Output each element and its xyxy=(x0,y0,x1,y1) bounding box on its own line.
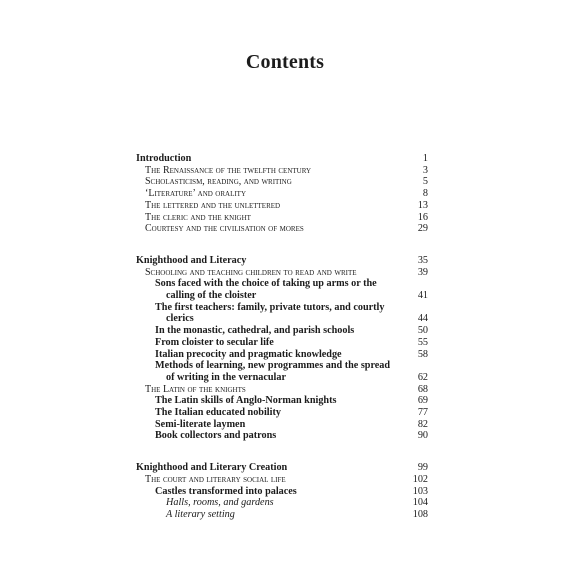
toc-page-number: 82 xyxy=(417,418,428,430)
toc-entry-title: Schooling and teaching children to read and write xyxy=(145,266,357,278)
toc-subsubsection-entry[interactable] xyxy=(136,497,428,509)
toc-entry-title: Halls, rooms, and gardens xyxy=(166,497,274,509)
toc-page-number: 8 xyxy=(422,188,428,200)
toc-section-entry[interactable] xyxy=(136,212,428,224)
toc-entry-title: Knighthood and Literacy xyxy=(136,254,247,266)
table-of-contents xyxy=(136,153,428,541)
toc-entry-title: The cleric and the knight xyxy=(145,211,251,223)
page-title: Contents xyxy=(245,51,325,73)
toc-page-number: 44 xyxy=(417,313,428,325)
toc-entry-title: Italian precocity and pragmatic knowledge xyxy=(155,348,342,360)
toc-entry-title: The lettered and the unlettered xyxy=(145,199,281,211)
toc-page-number: 3 xyxy=(422,164,428,176)
toc-subsection-entry[interactable] xyxy=(136,360,428,383)
toc-page-number: 50 xyxy=(417,325,428,337)
toc-subsection-entry[interactable] xyxy=(136,486,428,498)
toc-entry-title: Book collectors and patrons xyxy=(155,430,277,442)
toc-entry-title: The Renaissance of the twelfth century xyxy=(145,164,312,176)
toc-entry-title: A literary setting xyxy=(166,508,235,520)
toc-section-entry[interactable] xyxy=(136,176,428,188)
toc-page-number: 68 xyxy=(417,383,428,395)
toc-page-number: 39 xyxy=(417,266,428,278)
toc-page-number: 77 xyxy=(417,407,428,419)
toc-page-number: 102 xyxy=(412,473,428,485)
toc-page-number: 55 xyxy=(417,336,428,348)
toc-subsection-entry[interactable] xyxy=(136,349,428,361)
toc-entry-title: In the monastic, cathedral, and parish schools xyxy=(155,325,355,337)
toc-entry-title: ‘Literature’ and orality xyxy=(145,188,247,200)
toc-page-number: 103 xyxy=(412,485,428,497)
toc-entry-title: Courtesy and the civilisation of mores xyxy=(145,223,304,235)
toc-page-number: 62 xyxy=(417,371,428,383)
toc-page-number: 35 xyxy=(417,254,428,266)
toc-entry-title: Methods of learning, new programmes and the spread of writing in the vernacular xyxy=(155,360,391,383)
toc-subsection-entry[interactable] xyxy=(136,302,428,325)
toc-chapter-entry[interactable] xyxy=(136,462,428,474)
toc-section-entry[interactable] xyxy=(136,165,428,177)
toc-section-entry[interactable] xyxy=(136,267,428,279)
toc-section-entry[interactable] xyxy=(136,200,428,212)
toc-page-number: 58 xyxy=(417,348,428,360)
toc-subsection-entry[interactable] xyxy=(136,337,428,349)
toc-section xyxy=(136,462,428,521)
toc-page-number: 1 xyxy=(422,153,428,164)
toc-chapter-entry[interactable] xyxy=(136,153,428,165)
toc-section-entry[interactable] xyxy=(136,223,428,235)
toc-page-number: 108 xyxy=(412,508,428,520)
toc-page-number: 104 xyxy=(412,497,428,509)
toc-entry-title: The Latin of the knights xyxy=(145,383,246,395)
toc-subsubsection-entry[interactable] xyxy=(136,509,428,521)
toc-subsection-entry[interactable] xyxy=(136,430,428,442)
toc-page-number: 5 xyxy=(422,176,428,188)
toc-subsection-entry[interactable] xyxy=(136,278,428,301)
toc-page-number: 13 xyxy=(417,199,428,211)
toc-entry-title: Introduction xyxy=(136,153,192,164)
toc-subsection-entry[interactable] xyxy=(136,419,428,431)
toc-page-number: 16 xyxy=(417,211,428,223)
toc-entry-title: Semi-literate laymen xyxy=(155,418,246,430)
toc-entry-title: Castles transformed into palaces xyxy=(155,485,297,497)
toc-page-number: 69 xyxy=(417,395,428,407)
toc-page-number: 29 xyxy=(417,223,428,235)
toc-section-entry[interactable] xyxy=(136,474,428,486)
toc-entry-title: Sons faced with the choice of taking up arms or the calling of the cloister xyxy=(155,278,377,302)
toc-chapter-entry[interactable] xyxy=(136,255,428,267)
toc-subsection-entry[interactable] xyxy=(136,325,428,337)
toc-page-number: 90 xyxy=(417,430,428,442)
toc-entry-title: The court and literary social life xyxy=(145,473,286,485)
toc-entry-title: Knighthood and Literary Creation xyxy=(136,462,288,474)
toc-entry-title: The Latin skills of Anglo-Norman knights xyxy=(155,395,337,407)
toc-entry-title: Scholasticism, reading, and writing xyxy=(145,176,292,188)
toc-subsection-entry[interactable] xyxy=(136,407,428,419)
toc-entry-title: From cloister to secular life xyxy=(155,336,274,348)
toc-section xyxy=(136,255,428,442)
toc-page-number: 41 xyxy=(417,290,428,302)
toc-entry-title: The Italian educated nobility xyxy=(155,407,281,419)
toc-page-number: 99 xyxy=(417,462,428,474)
toc-entry-title: The first teachers: family, private tutors, and courtly clerics xyxy=(155,301,385,325)
toc-section-entry[interactable] xyxy=(136,384,428,396)
toc-section-entry[interactable] xyxy=(136,188,428,200)
toc-section xyxy=(136,153,428,235)
toc-subsection-entry[interactable] xyxy=(136,395,428,407)
